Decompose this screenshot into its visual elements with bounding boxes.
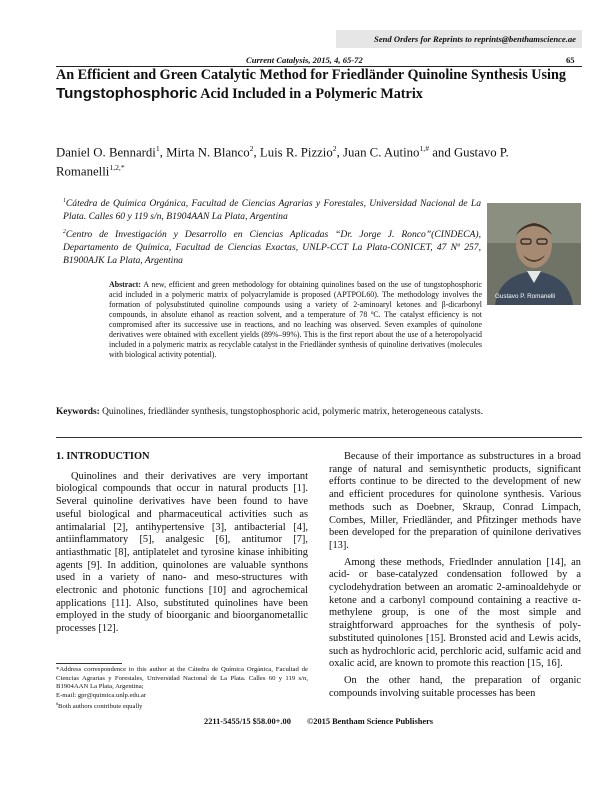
article-title [56,67,582,103]
author-sup: 1,# [419,144,430,153]
author-list: Daniel O. Bennardi$^1$, Mirta N. Blanco$^2$, Luis R. Pizzio$^2$, Juan C. Autino$^{1,\#}$ and Gustavo P. Romanelli$^{1,2,*}$ [56,144,509,179]
keywords-divider [56,437,582,438]
affiliation-1 [63,195,481,224]
keywords [56,406,582,418]
author: Mirta N. Blanco [166,145,250,160]
author: Daniel O. Bennardi [56,145,156,160]
author-sup: 2 [249,144,254,153]
author: Luis R. Pizzio [259,145,333,160]
author: Juan C. Autino [343,145,420,160]
affiliation-sup: 2 [63,229,66,235]
footnote-contrib-sup: # [56,701,59,707]
section-heading: 1. INTRODUCTION [56,451,150,462]
footnote-email: E-mail: gpr@quimica.unlp.edu.ar [56,691,147,699]
photo-caption: Gustavo P. Romanelli [495,293,556,300]
affiliation-text: Cátedra de Química Orgánica, Facultad de Ciencias Agrarias y Forestales, Universidad Nacional de La Plata. Calles 60 y 119 s/n, B1904AAN La Plata, Argentina [63,198,481,222]
footnotes [56,666,308,712]
body-paragraph: Among these methods, Friedlnder annulation [14], an acid- or base-catalyzed condensation followed by a cyclodehydration between an aromatic 2-aminoaldehyde or ketone and a carbonyl compound containing a reactive α-methylene group, is one of the most simple and straightforward approaches for the synthesis of poly-substituted quinolones [15]. Bronsted acid and Lewis acids, such as hydrochloric acid, perchloric acid, sulfamic acid and oxalic acid, are known to promote this reaction [15, 16]. [329,556,581,670]
abstract-text: A new, efficient and green methodology for obtaining quinolines based on the use of tungstophosphoric acid included in a polymeric matrix of polyacrylamide is proposed (APTPOL60). The methodology involves the formation of polysubstituted quinoline compounds using a variety of 2-aminoaryl ketones and β-dicarbonyl compounds, in absolute ethanol as reaction solvent, and a temperature of 78 ºC. The catalyst efficiency is not compromised after its successive use in reactions, and no leaching was observed. Seven examples of quinolone derivatives were obtained with excellent yields (89%–99%). This is the first report about the use of a heteropolyacid included in a polymeric matrix as recyclable catalyst in the Friedländer synthesis of quinoline derivatives (molecules with biological activity potential). [109,280,482,359]
keywords-text: Quinolines, friedländer synthesis, tungstophosphoric acid, polymeric matrix, heterogeneous catalysts. [99,407,483,417]
footnote-address: *Address correspondence to this author at the Cátedra de Química Orgánica, Facultad de Ciencias Agrarias y Forestales, Universidad Nacional de La Plata. Calles 60 y 119 s/n, B1904AAN La Plata, Argentina; [56,666,308,691]
footnote-contrib [56,700,308,712]
body-paragraph: On the other hand, the preparation of organic compounds involving suitable processes has been [329,674,581,699]
footer-issn: 2211-5455/15 $58.00+.00 [204,717,291,726]
affiliation-text: Centro de Investigación y Desarrollo en Ciencias Aplicadas “Dr. Jorge J. Ronco”(CINDECA), Departamento de Química, Facultad de Ciencias Exactas, UNLP-CCT La Plata-CONICET, 47 Nº 257, B1900AJK La Plata, Argentina [63,229,481,266]
affiliation-2 [63,226,481,268]
author-sup: 1 [155,144,160,153]
author-sup: 2 [332,144,337,153]
keywords-label: Keywords: [56,407,100,417]
reprints-banner: Send Orders for Reprints to reprints@benthamscience.ae [336,30,582,48]
body-paragraph: Because of their importance as substructures in a broad range of natural and semisynthetic products, significant efforts continue to be directed to the development of new and efficient procedures for quinolone synthesis. Various methods such as Doebner, Skraup, Conrad Limpach, Combes, Miller, Friedländer, and Pfitzinger methods have been developed for the preparation of quinilone derivatives [13]. [329,451,581,551]
abstract-label: Abstract: [109,280,141,289]
right-column [329,451,581,704]
title-part-2: Acid Included in a Polymeric Matrix [197,85,423,102]
author-sup: 1,2,* [109,163,125,173]
page-number: 65 [566,55,575,65]
abstract [109,280,482,360]
footnote-divider [56,663,122,664]
left-column [56,451,308,640]
title-emphasis: Tungstophosphoric [56,84,198,102]
body-paragraph: Quinolines and their derivatives are very important biological compounds that occur in natural products [1]. Several quinoline derivatives have been found to have useful biological and pharmaceutical activities such as antimalarial [2], antihypertensive [3], antibacterial [4], antiinflammatory [5], analgesic [6], antitumor [7], antiasthmatic [8], antiplatelet and tyrosine kinase inhibiting agents [9]. In addition, quinolones are valuable synthons used in a variety of nano- and meso-structures with electronic and photonic functions [10] and agrochemical applications [11]. Also, substituted quinolines have been employed in the study of bioorganic and bioorganometallic processes [12]. [56,470,308,635]
author: Gustavo P. Romanelli [56,145,509,179]
footer-copyright: ©2015 Bentham Science Publishers [307,717,434,726]
author-portrait-image [487,203,581,305]
journal-citation: Current Catalysis, 2015, 4, 65-72 [246,55,363,65]
author-photo [487,203,581,305]
affiliation-sup: 1 [63,198,66,204]
footnote-contrib-text: Both authors contribute equally [58,703,143,711]
title-part-1: An Efficient and Green Catalytic Method for Friedländer Quinoline Synthesis Using [56,67,566,83]
